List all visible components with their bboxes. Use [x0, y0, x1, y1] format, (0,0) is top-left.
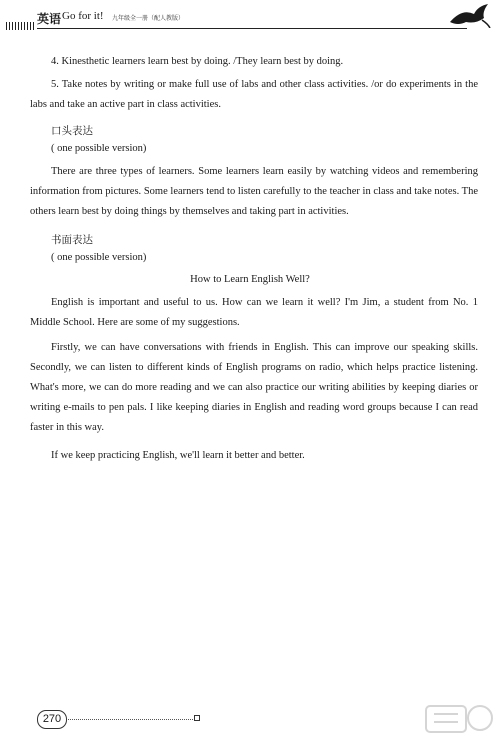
oral-section-heading: 口头表达: [51, 125, 93, 137]
header-rule: [37, 28, 467, 29]
essay-paragraph-1: English is important and useful to us. How can we learn it well? I'm Jim, a student from No. 1 Middle School. Here are some of my suggestions.: [30, 297, 478, 328]
essay-paragraph-2: Firstly, we can have conversations with friends in English. This can improve our speaking skills. Secondly, we can listen to different kinds of English programs on radio, which helps practice listening. What's more, we can do more reading and we can also practice our writing abilities by keeping diaries or writing e-mails to pen pals. I like keeping diaries in English and reading word groups because I can read faster in this way.: [30, 342, 478, 433]
essay-paragraph-3: If we keep practicing English, we'll learn it better and better.: [51, 450, 305, 461]
oral-version-note: ( one possible version): [51, 143, 147, 154]
page-header: [0, 0, 500, 36]
oral-answer-text: There are three types of learners. Some learners learn easily by watching videos and remembering information from pictures. Some learners tend to listen carefully to the teacher in class and take notes. The others learn best by doing things by themselves and taking part in activities.: [30, 166, 478, 217]
written-version-note: ( one possible version): [51, 252, 147, 263]
footer-dotted-rule: [68, 719, 193, 720]
edition-label: 九年级全一册（配人教版）: [112, 16, 185, 22]
bird-logo-icon: [448, 2, 492, 28]
answer-item-4: 4. Kinesthetic learners learn best by doing. /They learn best by doing.: [51, 56, 344, 67]
page-number: 270: [37, 710, 67, 729]
watermark-stamp-icon: [424, 700, 494, 740]
footer-square-marker: [194, 715, 200, 721]
essay-title: How to Learn English Well?: [190, 274, 310, 285]
series-subtitle: Go for it!: [62, 10, 104, 22]
answer-item-5: 5. Take notes by writing or make full use of labs and other class activities. /or do experiments in the labs and take an active part in class activities.: [30, 79, 478, 110]
subject-title: 英语: [37, 12, 62, 26]
written-section-heading: 书面表达: [51, 234, 93, 246]
barcode-decoration: [6, 22, 36, 30]
